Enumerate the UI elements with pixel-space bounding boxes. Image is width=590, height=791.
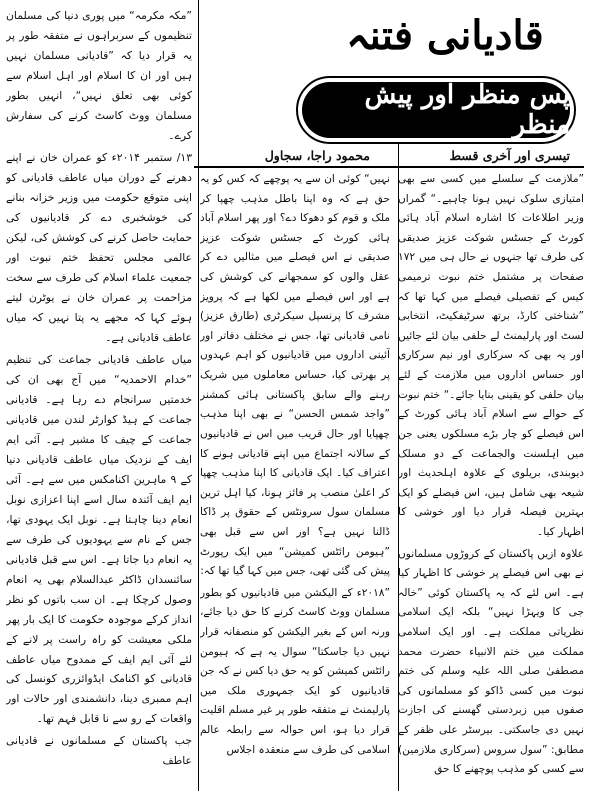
article-column-right [398, 170, 584, 788]
author-byline: محمود راجا، سجاول [264, 147, 370, 163]
paragraph: نہیں“ کوئی ان سے یہ پوچھے کہ کس کو یہ حق ہے کہ وہ اپنا باطل مذہب چھپا کر ملک و قوم کو دھوکا دے؟ اور پھر اسلام آباد ہائی کورٹ کے جسٹس شوکت عزیز صدیقی نے اس فیصلے میں مثالیں دے کر عقل والوں کو سمجھانے کی کوشش کی ہے اور اس فیصلے میں لکھا ہے کہ پرویز مشرف کا پرنسپل سیکرٹری (طارق عزیز) نامی قادیانی تھا، جس نے مختلف دفاتر اور آئینی اداروں میں قادیانیوں کو اہم عہدوں پر بھرتی کیا، حساس معاملوں میں شریک رہنے والے سابق پاکستانی ہائی کمشنر ”واجد شمس الحسن“ نے بھی اپنا مذہب چھپایا اور حال قریب میں اس نے قادیانیوں کے سالانہ اجتماع میں اپنے قادیانی ہونے کا اعتراف کیا۔ ایک قادیانی کا اپنا مذہب چھپا کر اعلیٰ منصب پر فائز ہونا، کیا اہل ترین مسلمان سول سرونٹس کے حقوق پر ڈاکا ڈالنا نہیں ہے؟ اور اس سے قبل بھی ”ہیومن رائٹس کمیشن“ میں ایک رپورٹ پیش کی گئی تھی، جس میں کہا گیا تھا کہ: [200, 173, 390, 578]
paragraph: علاوہ ازیں پاکستان کے کروڑوں مسلمانوں نے بھی اس فیصلے پر خوشی کا اظہار کیا ہے۔ اس لئے کہ یہ پاکستان کوئی ”خالہ جی کا ویہڑا نہیں“ بلکہ ایک اسلامی نظریاتی مملکت ہے۔ اور ایک اسلامی مملکت میں ختم الانبیاء حضرت محمد مصطفیٰ صلی اللہ علیہ وسلم کی ختم نبوت میں کسی ڈاکو کو مسلمانوں کی صفوں میں زبردستی گھسنے کی اجازت نہیں دی جاسکتی۔ بیرسٹر علی ظفر کے مطابق: ”سول سروس (سرکاری ملازمین) سے کسی کو مذہب پوچھنے کا حق [398, 547, 584, 776]
article-subtitle-banner: پس منظر اور پیش منظر [302, 82, 570, 138]
article-column-left [6, 6, 192, 788]
paragraph: ۱۳/ ستمبر ۲۰۱۴ء کو عمران خان نے اپنے دھرنے کے دوران میاں عاطف قادیانی کو اپنی متوقع حکومت میں وزیر خزانہ بنانے کی خوشخبری دے کر قادیانیوں کی حمایت حاصل کرنے کی کوشش کی، لیکن عالمی مجلس تحفظ ختم نبوت اور جمعیت علماء اسلام کی طرف سے سخت مزاحمت پر عمران خان نے یوٹرن لیتے ہوئے کہا کہ مجھے یہ پتا نہیں کہ میاں عاطف قادیانی ہے۔ [6, 150, 192, 344]
paragraph: جب پاکستان کے مسلمانوں نے قادیانی عاطف [6, 734, 192, 768]
article-title: قادیانی فتنہ [346, 11, 544, 59]
column-divider-left [198, 0, 199, 791]
paragraph: ”۲۰۱۸ء کے الیکشن میں قادیانیوں کو بطور مسلمان ووٹ کاسٹ کرنے کا حق دیا جائے، ورنہ اس کے بغیر الیکشن کو منصفانہ قرار نہیں دیا جاسکتا“ سوال یہ ہے کہ ہیومن رائٹس کمیشن کو یہ حق دیا کس نے کہ جن قادیانیوں کو ایک جمہوری ملک میں پارلیمنٹ نے متفقہ طور پر غیر مسلم اقلیت قرار دیا ہو، اس حوالہ سے رابطہ عالم اسلامی کی طرف سے منعقدہ اجلاس [200, 586, 390, 756]
paragraph: ”ملازمت کے سلسلے میں کسی سے بھی امتیازی سلوک نہیں ہونا چاہیے۔“ گمراں وزیر اطلاعات کا اشارہ اسلام آباد ہائی کورٹ کے جسٹس شوکت عزیز صدیقی کی طرف تھا جنہوں نے حال ہی میں ۱۷۲ صفحات پر مشتمل ختم نبوت ترمیمی کیس کے تفصیلی فیصلے میں کہا تھا کہ ”شناختی کارڈ، برتھ سرٹیفکیٹ، انتخابی لسٹ اور پارلیمنٹ لے حلفی بیان لئے جائیں اور یہ بھی کہ سرکاری اور نیم سرکاری اور حساس اداروں میں ملازمت کے لئے بیان حلفی کو یقینی بنایا جائے۔“ ختم نبوت کے حوالے سے اسلام آباد ہائی کورٹ کے اس فیصلے کو چار بڑے مسلکوں یعنی جن میں اہلسنت والجماعت کے دو مسلک دیوبندی، بریلوی کے علاوہ اہلحدیث اور شیعہ بھی شامل ہیں، اس فیصلے کو ایک بہترین فیصلہ قرار دیا اور خوشی کا اظہار کیا۔ [398, 173, 584, 538]
series-label: تیسری اور آخری قسط [449, 147, 570, 163]
paragraph: ”مکہ مکرمہ“ میں پوری دنیا کی مسلمان تنظیموں کے سربراہوں نے متفقہ طور پر یہ قرار دیا کہ ”قادیانی مسلمان نہیں ہیں اور ان کا اسلام اور اہل اسلام سے کوئی بھی تعلق نہیں“، انہیں بطور مسلمان ووٹ کاسٹ کرنے کی سفارش کرے۔ [6, 9, 192, 142]
byline-rule [194, 166, 584, 168]
paragraph: میاں عاطف قادیانی جماعت کی تنظیم ”خدام الاحمدیہ“ میں آج بھی ان کی خدمتیں سرانجام دے رہا ہے۔ قادیانی جماعت کے ہیڈ کوارٹر لندن میں قادیانی جماعت کے چیف کا مشیر ہے۔ آئی ایم ایف کے نزدیک میاں عاطف قادیانی دنیا کے ۹ ماہرین اکنامکس میں سے ہے۔ آئی ایم ایف آئندہ سال اسے اپنا اعزازی نوبل انعام دینا چاہتا ہے۔ نوبل ایک یہودی تھا، جس کے نام سے یہودیوں کی طرف سے یہ انعام دیا جاتا ہے۔ اس سے قبل قادیانی سائنسدان ڈاکٹر عبدالسلام بھی یہ انعام وصول کرچکا ہے۔ ان سب باتوں کو نظر انداز کرکے موجودہ حکومت کا ایک بار پھر ملکی معیشت کو راہ راست پر لانے کے لئے آئی ایم ایف کے ممدوح میاں عاطف قادیانی کو اکنامک ایڈوائزری کونسل کی اہم ممبری دینا، دانشمندی اور حالات اور واقعات کے رو سے نا قابل فہم تھا۔ [6, 352, 192, 726]
article-column-middle [200, 170, 390, 788]
